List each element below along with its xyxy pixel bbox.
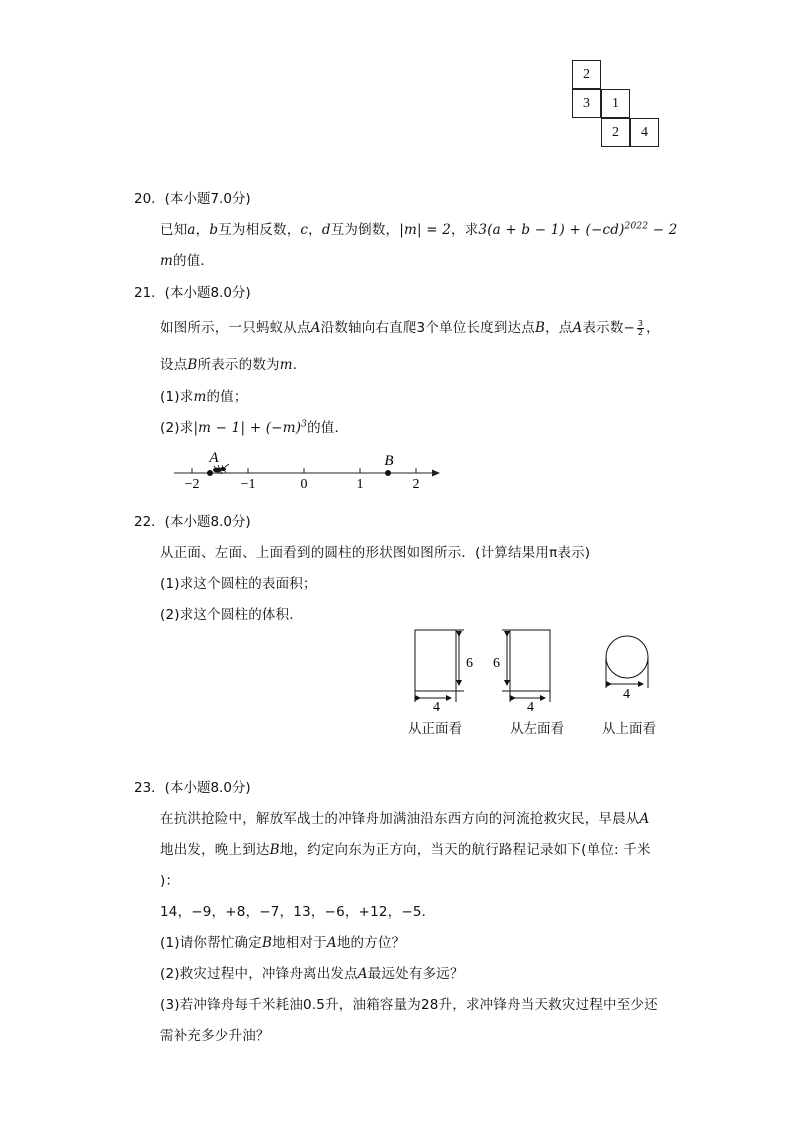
var: a xyxy=(187,222,196,238)
text: 的值． xyxy=(173,253,215,269)
question-20-line-1 xyxy=(160,218,678,238)
front-height-label: 6 xyxy=(466,656,473,671)
question-21-line-1 xyxy=(160,316,660,337)
left-height-label: 6 xyxy=(493,656,500,671)
tick-label: 1 xyxy=(356,477,364,492)
var: A xyxy=(572,320,583,336)
question-22-part-1: (1)求这个圆柱的表面积； xyxy=(160,576,317,592)
math-expression: |m − 1| + (−m) xyxy=(193,420,302,436)
question-23-header: 23．(本小题8.0分) xyxy=(134,780,251,796)
grid-cell: 1 xyxy=(601,89,630,118)
front-view-caption: 从正面看 xyxy=(408,721,462,737)
math-expression: − 2 xyxy=(648,222,678,238)
question-21-header: 21．(本小题8.0分) xyxy=(134,285,251,301)
text: 的值． xyxy=(307,420,349,436)
math-expression: 3(a + b − 1) + (−cd) xyxy=(478,222,625,238)
point-b-label: B xyxy=(384,453,394,469)
var: B xyxy=(269,842,280,858)
text: (2)求 xyxy=(160,420,194,436)
text: 表示数 xyxy=(582,320,624,336)
question-23-part-3: (3)若冲锋舟每千米耗油0.5升，油箱容量为28升，求冲锋舟当天救灾过程中至少还 xyxy=(160,997,658,1013)
text: 设点 xyxy=(160,357,188,373)
exponent: 2022 xyxy=(624,221,649,232)
exponent: 3 xyxy=(301,419,308,430)
text: (2)救灾过程中，冲锋舟离出发点 xyxy=(160,966,358,982)
question-21-part-2 xyxy=(160,416,348,436)
tick-label: −1 xyxy=(240,477,256,492)
point-a xyxy=(207,470,213,476)
text: (1)求 xyxy=(160,389,194,405)
front-width-label: 4 xyxy=(433,700,440,715)
var: m xyxy=(279,357,293,373)
var: b xyxy=(209,222,219,238)
question-23-line-3: )： xyxy=(160,873,180,889)
text: 地的方位？ xyxy=(336,935,406,951)
text: (1)请你帮忙确定 xyxy=(160,935,262,951)
tick-label: 0 xyxy=(300,477,308,492)
text: 最远处有多远？ xyxy=(367,966,464,982)
question-20-header: 20．(本小题7.0分) xyxy=(134,191,251,207)
point-a-label: A xyxy=(209,450,219,466)
text: ， xyxy=(646,320,660,336)
top-width-label: 4 xyxy=(623,687,630,702)
var: A xyxy=(357,966,368,982)
text: ． xyxy=(292,357,307,373)
text: 地出发，晚上到达 xyxy=(160,842,270,858)
var: B xyxy=(534,320,546,336)
fraction-numerator: 3 xyxy=(637,318,644,328)
text: ， xyxy=(195,222,210,238)
top-view-circle xyxy=(606,636,648,678)
text: ， xyxy=(308,222,322,238)
question-22-header: 22．(本小题8.0分) xyxy=(134,514,251,530)
grid-cell: 2 xyxy=(572,60,601,89)
var: d xyxy=(321,222,331,238)
number-line-figure xyxy=(170,448,450,492)
grid-cell: 4 xyxy=(630,118,659,147)
text: 地相对于 xyxy=(272,935,327,951)
fraction xyxy=(637,320,644,337)
grid-cell: 2 xyxy=(601,118,630,147)
question-23-line-2 xyxy=(160,838,651,858)
var: A xyxy=(310,320,321,336)
left-width-label: 4 xyxy=(527,700,534,715)
text: 如图所示，一只蚂蚁从点 xyxy=(160,320,311,336)
front-view-rectangle xyxy=(415,630,456,691)
question-21-line-2 xyxy=(160,353,306,373)
question-23-part-2 xyxy=(160,962,464,982)
point-b xyxy=(385,470,391,476)
question-23-data: 14，−9，+8，−7，13，−6，+12，−5． xyxy=(160,904,436,920)
text: ，求 xyxy=(451,222,479,238)
text: 互为相反数， xyxy=(218,222,301,238)
question-23-part-3-cont: 需补充多少升油？ xyxy=(160,1028,270,1044)
text: ，点 xyxy=(545,320,573,336)
left-view-caption: 从左面看 xyxy=(510,721,564,737)
math-expression: |m| = 2 xyxy=(399,222,451,238)
question-20-line-2 xyxy=(160,249,214,269)
text: 互为倒数， xyxy=(330,222,400,238)
question-22-line-1: 从正面、左面、上面看到的圆柱的形状图如图所示．(计算结果用π表示) xyxy=(160,545,591,561)
var: B xyxy=(187,357,198,373)
text: 已知 xyxy=(160,222,188,238)
text: 在抗洪抢险中，解放军战士的冲锋舟加满油沿东西方向的河流抢救灾民，早晨从 xyxy=(160,811,640,827)
question-23-part-1 xyxy=(160,931,405,951)
fraction-denominator: 2 xyxy=(637,327,644,337)
question-21-part-1 xyxy=(160,385,248,405)
question-23-line-1 xyxy=(160,807,649,827)
top-view-caption: 从上面看 xyxy=(602,721,656,737)
text: 沿数轴向右直爬3个单位长度到达点 xyxy=(320,320,535,336)
tick-label: −2 xyxy=(184,477,200,492)
var: m xyxy=(193,389,207,405)
tick-label: 2 xyxy=(412,477,420,492)
text: 的值； xyxy=(206,389,248,405)
text: 所表示的数为 xyxy=(197,357,280,373)
axis-arrow-icon xyxy=(432,470,440,477)
var: c xyxy=(300,222,309,238)
var: m xyxy=(160,253,174,269)
var: A xyxy=(326,935,337,951)
var: B xyxy=(261,935,273,951)
question-22-part-2: (2)求这个圆柱的体积． xyxy=(160,607,304,623)
left-view-rectangle xyxy=(510,630,550,691)
var: A xyxy=(639,811,650,827)
text: 地，约定向东为正方向，当天的航行路程记录如下(单位: 千米 xyxy=(279,842,651,858)
grid-cell: 3 xyxy=(572,89,601,118)
math-sign: − xyxy=(623,320,636,336)
